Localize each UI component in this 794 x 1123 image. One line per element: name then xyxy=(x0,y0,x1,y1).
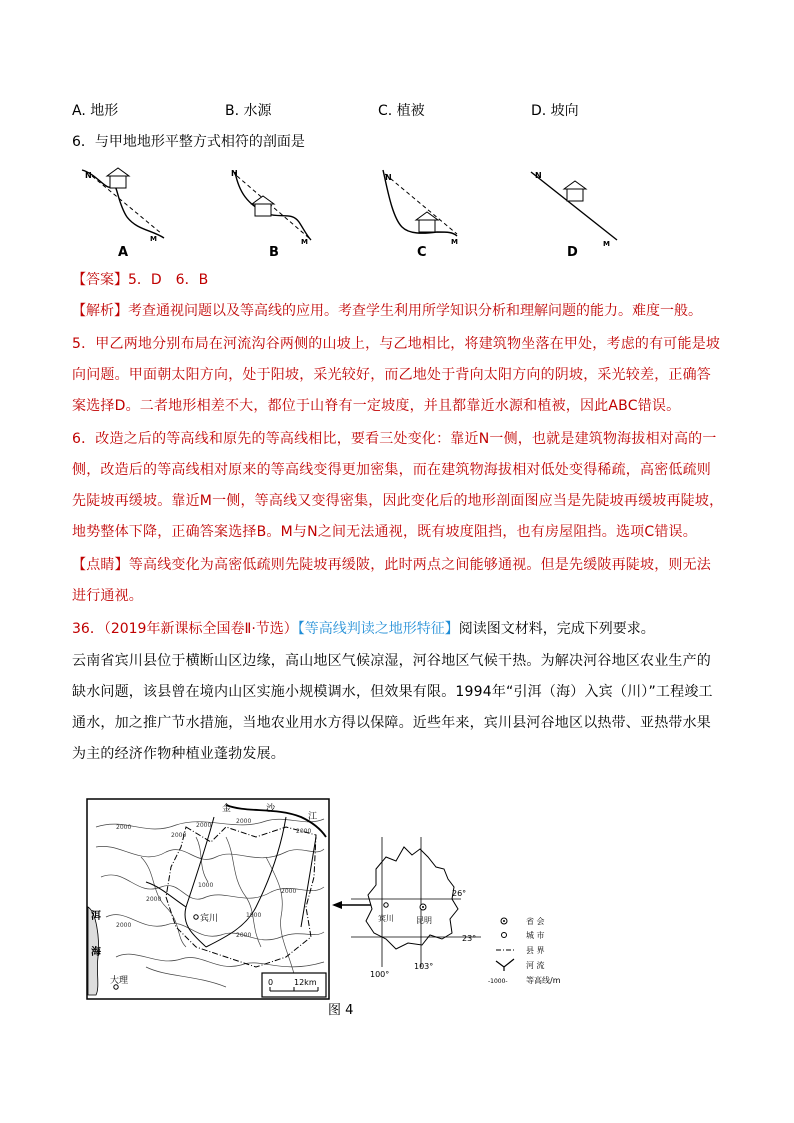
house-icon xyxy=(567,189,583,201)
house-icon xyxy=(419,220,435,232)
answer-text: 5．D 6．B xyxy=(128,272,209,288)
contour-label: 1000 xyxy=(246,912,262,919)
roof-icon xyxy=(564,181,586,189)
label-n: N xyxy=(385,173,392,182)
contour-label: 2000 xyxy=(171,832,187,839)
contour-label: 2000 xyxy=(146,896,162,903)
tip-paragraph xyxy=(72,550,724,612)
roof-icon xyxy=(107,168,129,176)
profile-letter: D xyxy=(567,245,578,260)
label-m: M xyxy=(603,240,610,248)
yunnan-outline xyxy=(366,847,458,949)
label-n: N xyxy=(535,171,542,180)
contour-label: 2000 xyxy=(296,828,312,835)
inset-binchuan-label: 宾川 xyxy=(378,914,394,923)
label-n: N xyxy=(85,171,92,180)
profile-letter: C xyxy=(417,245,427,260)
analysis-intro xyxy=(72,300,702,322)
contour-label: 2000 xyxy=(116,922,132,929)
scale-distance: 12km xyxy=(294,978,317,987)
contour-label: 2000 xyxy=(196,822,212,829)
profile-b xyxy=(231,169,311,260)
sightline xyxy=(92,176,162,234)
legend-contour: 等高线/m xyxy=(526,976,561,985)
jinsha-char-2: 沙 xyxy=(266,804,276,814)
q36-prefix: 36．（2019年新课标全国卷Ⅱ·节选） xyxy=(72,621,298,637)
profile-a xyxy=(82,168,164,260)
profile-diagrams xyxy=(72,162,632,262)
jinsha-char-1: 金 xyxy=(222,804,232,814)
question-6-stem: 6．与甲地地形平整方式相符的剖面是 xyxy=(72,134,305,150)
analysis-q5: 5．甲乙两地分别布局在河流沟谷两侧的山坡上，与乙地相比，将建筑物坐落在甲处，考虑的有可能是坡向问题。甲面朝太阳方向，处于阳坡，采光较好，而乙地处于背向太阳方向的阴坡，采光较差，正确答案选择D。二者地形相差不大，都位于山脊有一定坡度，并且都靠近水源和植被，因此ABC错误。 xyxy=(72,336,721,414)
sightline xyxy=(237,176,309,238)
legend-river-icon xyxy=(496,959,514,971)
lon-100-label: 100° xyxy=(370,970,390,979)
dali-label: 大理 xyxy=(110,976,129,986)
answer-line xyxy=(72,269,208,291)
arrow-head-icon xyxy=(332,901,342,909)
map-legend xyxy=(488,916,561,985)
label-n: N xyxy=(231,169,238,178)
legend-capital-dot xyxy=(503,920,505,922)
analysis-intro-text: 考查通视问题以及等高线的应用。考查学生利用所学知识分析和理解问题的能力。难度一般。 xyxy=(128,303,702,319)
label-m: M xyxy=(150,235,157,243)
figure-caption: 图 4 xyxy=(328,1003,354,1018)
profile-d xyxy=(531,171,617,260)
analysis-tag: 【解析】 xyxy=(72,303,128,319)
house-icon xyxy=(110,176,126,188)
binchuan-city-icon xyxy=(194,915,198,919)
option-a: A. 地形 xyxy=(72,103,119,119)
label-m: M xyxy=(301,238,308,246)
contour-label: 1000 xyxy=(198,882,214,889)
inset-kunming-dot xyxy=(422,906,424,908)
lake-char-2: 海 xyxy=(91,947,101,958)
inset-map xyxy=(351,837,481,979)
contour-label: 2000 xyxy=(281,888,297,895)
main-map xyxy=(87,799,329,999)
legend-city-icon xyxy=(502,933,507,938)
house-icon xyxy=(255,204,271,216)
label-m: M xyxy=(451,238,458,246)
contour-label: 2000 xyxy=(236,932,252,939)
inset-binchuan-icon xyxy=(384,903,388,907)
roof-icon xyxy=(252,196,274,204)
inset-kunming-label: 昆明 xyxy=(416,916,432,925)
question-36-heading xyxy=(72,618,655,640)
q36-material: 云南省宾川县位于横断山区边缘，高山地区气候凉湿，河谷地区气候干热。为解决河谷地区农业生产的缺水问题，该县曾在境内山区实施小规模调水，但效果有限。1994年“引洱（海）入宾（川）”工程竣工通水，加之推广节水措施，当地农业用水方得以保障。近些年来，宾川县河谷地区以热带、亚热带水果为主的经济作物种植业蓬勃发展。 xyxy=(72,653,713,762)
lake-char-1: 洱 xyxy=(91,911,101,922)
option-d: D. 坡向 xyxy=(531,103,579,119)
profile-letter: B xyxy=(269,245,279,260)
contour-label: 2000 xyxy=(236,818,252,825)
tip-tag: 【点睛】 xyxy=(72,557,129,573)
answer-tag: 【答案】 xyxy=(72,272,128,288)
legend-capital: 省 会 xyxy=(526,917,545,926)
analysis-q6: 6．改造之后的等高线和原先的等高线相比，要看三处变化：靠近N一侧，也就是建筑物海拔相对高的一侧，改造后的等高线相对原来的等高线变得更加密集，而在建筑物海拔相对低处变得稀疏，高密低疏则先陡坡再缓坡。靠近M一侧，等高线又变得密集，因此变化后的地形剖面图应当是先陡坡再缓坡再陡坡，地势整体下降，正确答案选择B。M与N之间无法通视，既有坡度阻挡，也有房屋阻挡。选项C错误。 xyxy=(72,431,724,540)
profile-letter: A xyxy=(118,245,129,260)
contour-label: 2000 xyxy=(116,824,132,831)
legend-river: 河 流 xyxy=(526,961,545,970)
profile-c xyxy=(383,170,458,260)
q36-topic: 【等高线判读之地形特征】 xyxy=(297,621,459,637)
q36-instruction: 阅读图文材料，完成下列要求。 xyxy=(458,621,655,637)
option-c: C. 植被 xyxy=(378,103,425,119)
scale-zero: 0 xyxy=(268,978,274,987)
terrain-line xyxy=(235,172,311,240)
jinsha-char-3: 江 xyxy=(308,812,318,822)
legend-city: 城 市 xyxy=(526,931,545,940)
option-b: B. 水源 xyxy=(225,103,272,119)
lon-103-label: 103° xyxy=(414,962,434,971)
lat-26-label: 26° xyxy=(452,889,467,898)
legend-contour-sample: -1000- xyxy=(488,978,508,985)
lat-23-label: 23° xyxy=(462,934,477,943)
tip-text: 等高线变化为高密低疏则先陡坡再缓陂，此时两点之间能够通视。但是先缓陂再陡坡，则无法进行通视。 xyxy=(72,557,712,604)
figure-4-map xyxy=(86,797,592,1009)
binchuan-label: 宾川 xyxy=(200,914,219,924)
legend-border: 县 界 xyxy=(526,946,545,955)
